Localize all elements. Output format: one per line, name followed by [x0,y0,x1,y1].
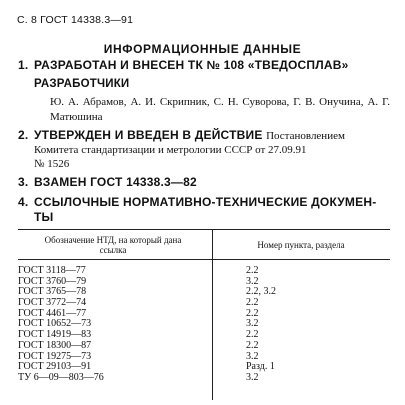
page-header: С. 8 ГОСТ 14338.3—91 [17,14,134,26]
reference-cell: 3.2 [246,350,259,362]
document-cell: ТУ 6—09—803—76 [18,371,104,383]
table-row [18,341,390,352]
table-body [18,266,390,384]
developers-names: Ю. А. Абрамов, А. И. Скрипник, С. Н. Суворова, Г. В. Онучина, А. Г. Матюшина [50,96,390,123]
document-cell: ГОСТ 19275—73 [18,350,92,362]
developers-label: РАЗРАБОТЧИКИ [34,78,130,90]
reference-cell: Разд. 1 [246,361,275,373]
document-cell: ГОСТ 14919—83 [18,329,92,341]
section-1 [18,58,390,72]
document-cell: ГОСТ 3765—78 [18,286,87,298]
section-2 [18,128,390,171]
document-cell: ГОСТ 29103—91 [18,361,92,373]
reference-cell: 3.2 [246,371,259,383]
column-header-section: Номер пункта, раздела [257,240,345,250]
document-cell: ГОСТ 18300—87 [18,339,92,351]
section-text: ВЗАМЕН ГОСТ 14338.3—82 [34,175,197,189]
reference-cell: 3.2 [246,318,259,330]
section-number: 4. [18,195,29,209]
section-4 [18,195,390,225]
section-text: РАЗРАБОТАН И ВНЕСЕН ТК № 108 «ТВЕДОСПЛАВ» [34,58,349,72]
table-row [18,373,390,384]
section-text: ССЫЛОЧНЫЕ НОРМАТИВНО-ТЕХНИЧЕСКИЕ ДОКУМЕН- [34,195,377,209]
section-number: 3. [18,175,29,189]
section-text-continuation: ТЫ [34,210,54,224]
document-cell: ГОСТ 10652—73 [18,318,92,330]
section-text: УТВЕРЖДЕН И ВВЕДЕН В ДЕЙСТВИЕ [34,128,263,142]
section-text-plain: Постановлением [266,130,345,142]
document-cell: ГОСТ 3118—77 [18,265,86,276]
document-title: ИНФОРМАЦИОННЫЕ ДАННЫЕ [103,42,302,56]
reference-cell: 2.2, 3.2 [246,286,276,298]
document-cell: ГОСТ 3772—74 [18,297,87,309]
section-number: 2. [18,128,29,142]
section-3 [18,175,390,189]
reference-cell: 2.2 [246,265,259,276]
table-header-rule [18,259,390,260]
table-top-rule [18,229,390,230]
reference-cell: 2.2 [246,307,259,319]
document-cell: ГОСТ 3760—79 [18,275,87,287]
section-number: 1. [18,58,29,72]
reference-cell: 2.2 [246,329,259,341]
document-cell: ГОСТ 4461—77 [18,307,87,319]
reference-cell: 2.2 [246,297,259,309]
section-text-continuation: Комитета стандартизации и метрологии СССР от 27.09.91 [34,144,307,156]
column-header-document: Обозначение НТД, на который дана ссылка [44,235,182,255]
reference-cell: 3.2 [246,275,259,287]
reference-cell: 2.2 [246,339,259,351]
section-text-continuation: № 1526 [34,158,70,170]
